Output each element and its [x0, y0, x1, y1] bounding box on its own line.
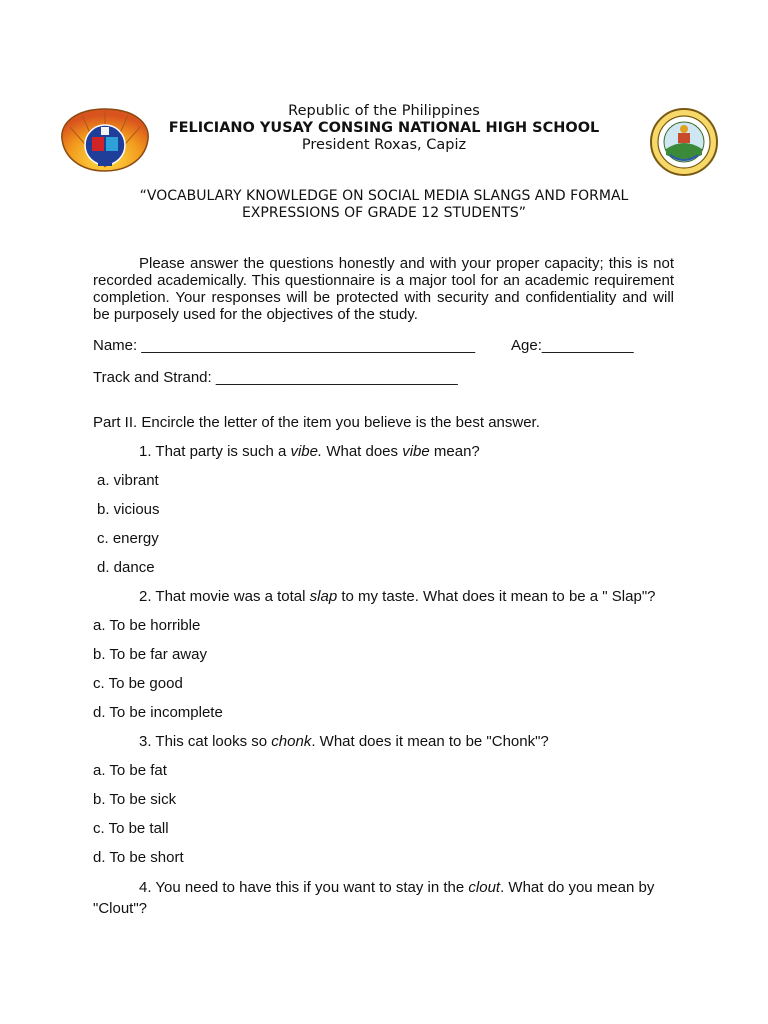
- question-2-option-b[interactable]: b. To be far away: [93, 646, 207, 663]
- question-3-text-b: . What does it mean to be "Chonk"?: [311, 733, 549, 750]
- age-field: Age:___________: [511, 337, 634, 354]
- question-1-option-d[interactable]: d. dance: [97, 559, 155, 576]
- question-3-term: chonk: [271, 733, 312, 750]
- question-1: [139, 443, 480, 460]
- document-title: [93, 188, 675, 222]
- question-1-option-a[interactable]: a. vibrant: [97, 472, 159, 489]
- name-field: Name: ________________________________________: [93, 337, 476, 354]
- question-3-option-b[interactable]: b. To be sick: [93, 791, 177, 808]
- question-1-text-b: What does: [322, 443, 403, 460]
- question-4-text-b: . What do you mean by "Clout"?: [93, 879, 655, 917]
- school-name: FELICIANO YUSAY CONSING NATIONAL HIGH SCHOOL: [168, 120, 600, 136]
- track-strand-field: Track and Strand: _____________________________: [93, 369, 458, 386]
- title-line-1: “VOCABULARY KNOWLEDGE ON SOCIAL MEDIA SLANGS AND FORMAL: [139, 188, 629, 204]
- question-2-option-c[interactable]: c. To be good: [93, 675, 183, 692]
- question-3-option-d[interactable]: d. To be short: [93, 849, 184, 866]
- title-line-2: EXPRESSIONS OF GRADE 12 STUDENTS”: [241, 205, 527, 221]
- question-1-term: vibe.: [290, 443, 323, 460]
- question-4-term: clout: [468, 879, 501, 896]
- question-3-option-c[interactable]: c. To be tall: [93, 820, 169, 837]
- letterhead: [150, 103, 618, 154]
- question-4: [93, 877, 674, 919]
- question-2-option-a[interactable]: a. To be horrible: [93, 617, 201, 634]
- question-2-term: slap: [309, 588, 338, 605]
- instructions-text: Please answer the questions honestly and with your proper capacity; this is not recorded academically. This questionnaire is a major tool for an academic requirement completion. Your responses will be protected with security and confidentiality and will be purposely used for the objectives of the study.: [93, 255, 674, 323]
- question-2-text-b: to my taste. What does it mean to be a " Slap"?: [337, 588, 656, 605]
- republic-line: Republic of the Philippines: [288, 103, 480, 119]
- municipal-seal-right: [646, 107, 722, 177]
- part-two-instructions: Part II. Encircle the letter of the item you believe is the best answer.: [93, 414, 540, 431]
- school-logo-left: [60, 105, 150, 175]
- instructions-paragraph: [93, 255, 674, 323]
- question-2-text-a: 2. That movie was a total: [139, 588, 310, 605]
- question-4-text-a: 4. You need to have this if you want to stay in the: [139, 879, 469, 896]
- question-2: [139, 588, 655, 605]
- question-1-text-c: mean?: [429, 443, 480, 460]
- question-3-text-a: 3. This cat looks so: [139, 733, 272, 750]
- question-3: [139, 733, 549, 750]
- question-1-text-a: 1. That party is such a: [139, 443, 291, 460]
- question-1-option-b[interactable]: b. vicious: [97, 501, 160, 518]
- school-location: President Roxas, Capiz: [301, 137, 467, 153]
- question-1-option-c[interactable]: c. energy: [97, 530, 159, 547]
- question-1-term-repeat: vibe: [402, 443, 430, 460]
- question-2-option-d[interactable]: d. To be incomplete: [93, 704, 223, 721]
- question-3-option-a[interactable]: a. To be fat: [93, 762, 167, 779]
